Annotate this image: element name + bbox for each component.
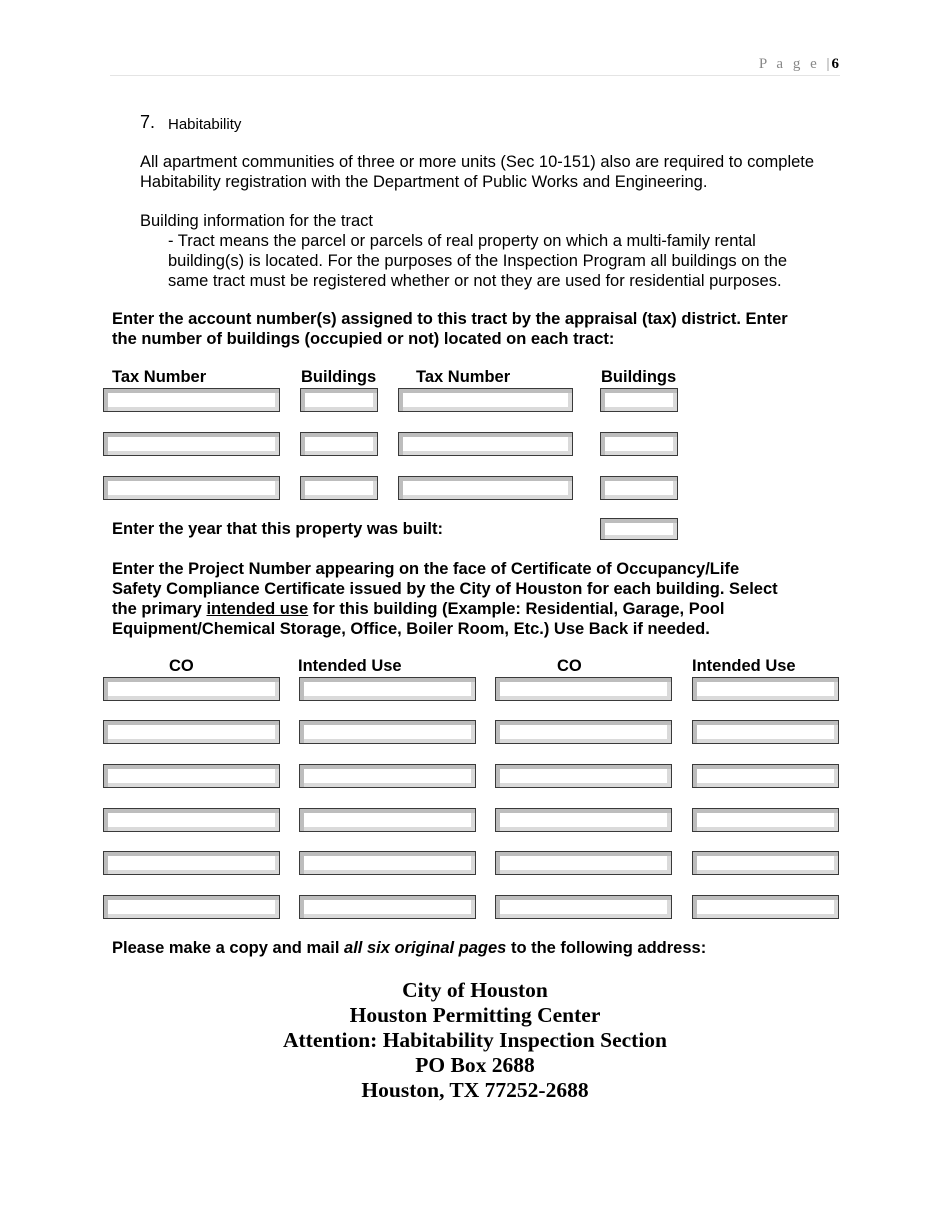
buildings-input[interactable] xyxy=(300,476,378,500)
intended-use-input[interactable] xyxy=(692,720,839,744)
tract-definition-line-2: building(s) is located. For the purposes of the Inspection Program all buildings on the xyxy=(168,252,788,270)
project-instruction-line-4: Equipment/Chemical Storage, Office, Boiler Room, Etc.) Use Back if needed. xyxy=(112,620,710,638)
intended-use-input[interactable] xyxy=(299,895,476,919)
intro-line-1: All apartment communities of three or more units (Sec 10-151) also are required to complete xyxy=(140,153,815,171)
tax-instruction-line-2: the number of buildings (occupied or not) located on each tract: xyxy=(112,330,615,348)
page-label: P a g e xyxy=(758,56,820,72)
co-input[interactable] xyxy=(103,851,280,875)
intended-use-input[interactable] xyxy=(299,677,476,701)
col-header-buildings-2: Buildings xyxy=(601,368,677,386)
col-header-co-1: CO xyxy=(169,657,194,675)
tax-number-input[interactable] xyxy=(103,432,280,456)
mail-instruction xyxy=(112,938,706,958)
buildings-input[interactable] xyxy=(600,432,678,456)
tract-definition-line-3: same tract must be registered whether or not they are used for residential purposes. xyxy=(168,272,782,290)
tax-instruction xyxy=(112,309,788,349)
tract-definition-line-1: - Tract means the parcel or parcels of real property on which a multi-family rental xyxy=(168,232,756,250)
co-input[interactable] xyxy=(103,720,280,744)
intended-use-emphasis: intended use xyxy=(206,600,309,618)
intended-use-input[interactable] xyxy=(692,677,839,701)
project-instruction xyxy=(112,559,778,639)
col-header-tax-number-1: Tax Number xyxy=(112,368,207,386)
building-info-label: Building information for the tract xyxy=(140,212,373,230)
project-instruction-line-2: Safety Compliance Certificate issued by the City of Houston for each building. Select xyxy=(112,580,778,598)
co-input[interactable] xyxy=(103,808,280,832)
co-input[interactable] xyxy=(495,895,672,919)
col-header-intended-use-2: Intended Use xyxy=(692,657,796,675)
header-rule xyxy=(110,75,840,76)
project-line-3-pre: the primary xyxy=(112,600,207,618)
address-line-3: Attention: Habitability Inspection Section xyxy=(282,1028,668,1052)
intended-use-input[interactable] xyxy=(299,851,476,875)
co-input[interactable] xyxy=(495,720,672,744)
project-instruction-line-3 xyxy=(112,599,778,619)
buildings-input[interactable] xyxy=(300,432,378,456)
co-input[interactable] xyxy=(103,764,280,788)
intended-use-input[interactable] xyxy=(299,764,476,788)
address-line-2: Houston Permitting Center xyxy=(349,1003,601,1027)
mail-instruction-pre: Please make a copy and mail xyxy=(112,939,345,957)
year-built-input[interactable] xyxy=(600,518,678,540)
tax-number-input[interactable] xyxy=(398,476,573,500)
col-header-buildings-1: Buildings xyxy=(301,368,377,386)
mail-instruction-post: to the following address: xyxy=(506,939,707,957)
co-input[interactable] xyxy=(495,764,672,788)
intro-paragraph xyxy=(140,152,814,192)
intended-use-input[interactable] xyxy=(692,895,839,919)
co-input[interactable] xyxy=(495,677,672,701)
tax-number-input[interactable] xyxy=(398,388,573,412)
intended-use-input[interactable] xyxy=(692,764,839,788)
intended-use-input[interactable] xyxy=(299,720,476,744)
intended-use-input[interactable] xyxy=(299,808,476,832)
tax-number-input[interactable] xyxy=(103,388,280,412)
tax-number-input[interactable] xyxy=(103,476,280,500)
address-line-1: City of Houston xyxy=(402,978,548,1002)
page-separator: | xyxy=(826,56,830,72)
intended-use-input[interactable] xyxy=(692,851,839,875)
address-line-5: Houston, TX 77252-2688 xyxy=(361,1078,589,1102)
buildings-input[interactable] xyxy=(600,388,678,412)
project-instruction-line-1: Enter the Project Number appearing on the face of Certificate of Occupancy/Life xyxy=(112,560,740,578)
buildings-input[interactable] xyxy=(600,476,678,500)
year-built-label: Enter the year that this property was built: xyxy=(112,520,443,538)
col-header-tax-number-2: Tax Number xyxy=(416,368,511,386)
co-input[interactable] xyxy=(103,895,280,919)
intended-use-input[interactable] xyxy=(692,808,839,832)
tax-instruction-line-1: Enter the account number(s) assigned to this tract by the appraisal (tax) district. Enter xyxy=(112,310,788,328)
co-input[interactable] xyxy=(495,851,672,875)
co-input[interactable] xyxy=(103,677,280,701)
mail-instruction-emphasis: all six original pages xyxy=(344,939,507,957)
section-number: 7. xyxy=(140,112,156,132)
page-number xyxy=(759,56,839,73)
buildings-input[interactable] xyxy=(300,388,378,412)
tract-definition xyxy=(168,231,787,291)
tax-number-input[interactable] xyxy=(398,432,573,456)
mailing-address xyxy=(0,978,950,1103)
col-header-co-2: CO xyxy=(557,657,582,675)
address-line-4: PO Box 2688 xyxy=(415,1053,535,1077)
project-line-3-post: for this building (Example: Residential, Garage, Pool xyxy=(308,600,725,618)
section-title: Habitability xyxy=(168,116,242,133)
page-number-value: 6 xyxy=(831,56,839,72)
co-input[interactable] xyxy=(495,808,672,832)
col-header-intended-use-1: Intended Use xyxy=(298,657,402,675)
intro-line-2: Habitability registration with the Department of Public Works and Engineering. xyxy=(140,173,708,191)
